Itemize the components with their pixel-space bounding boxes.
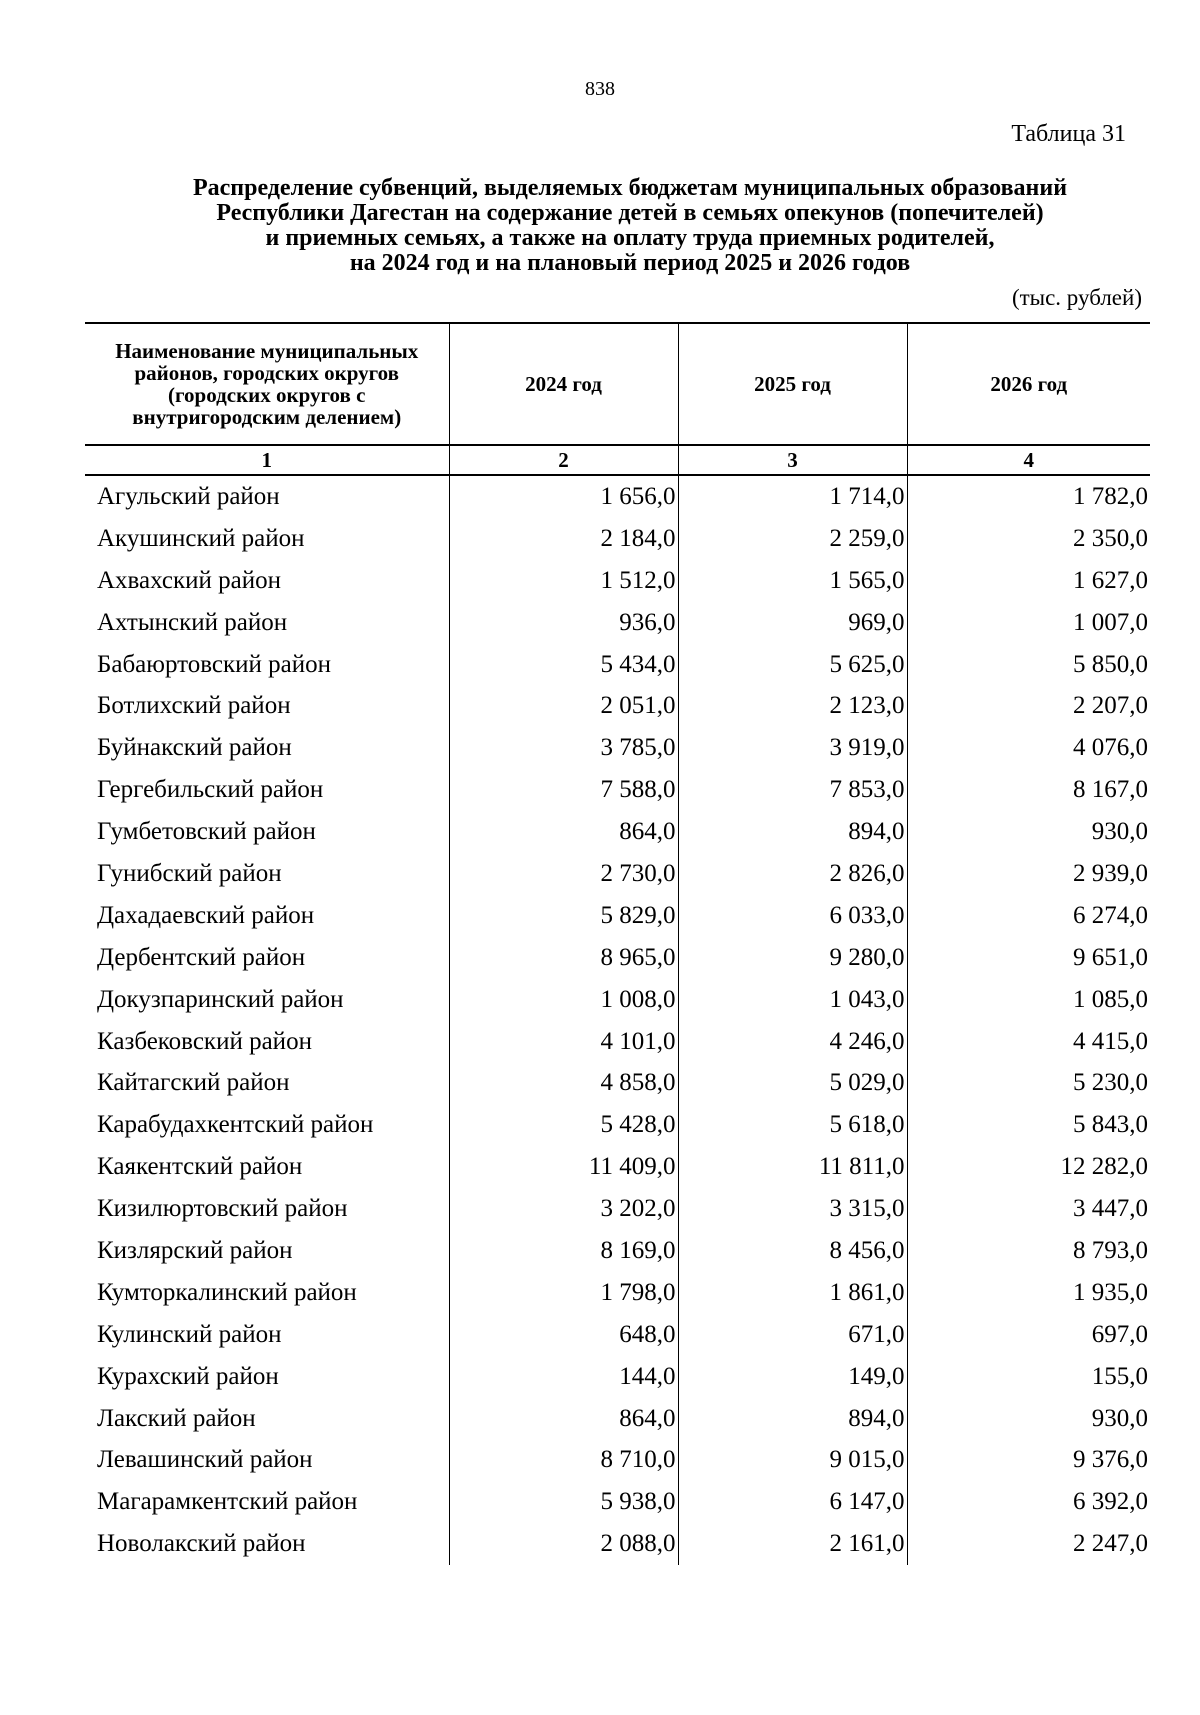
municipality-name-cell: Бабаюртовский район (97, 650, 331, 678)
municipality-name-cell: Кумторкалинский район (97, 1278, 357, 1306)
value-2026-cell: 1 627,0 (907, 560, 1150, 602)
value-2024-cell: 5 829,0 (449, 895, 678, 937)
municipality-name-cell: Казбековский район (97, 1027, 312, 1055)
value-2025-cell: 149,0 (678, 1356, 907, 1398)
value-2026-cell: 697,0 (907, 1314, 1150, 1356)
value-2026-cell: 5 850,0 (907, 644, 1150, 686)
value-2025-cell: 5 625,0 (678, 644, 907, 686)
value-2025-cell: 1 043,0 (678, 979, 907, 1021)
table-row (85, 1356, 1150, 1398)
table-row (85, 685, 1150, 727)
municipality-name-cell: Кизлярский район (97, 1236, 293, 1264)
value-2026-cell: 1 782,0 (907, 475, 1150, 518)
municipality-name-cell: Левашинский район (97, 1446, 313, 1474)
value-2024-cell: 2 730,0 (449, 853, 678, 895)
municipality-name-cell: Кизилюртовский район (97, 1195, 348, 1223)
value-2025-cell: 894,0 (678, 1398, 907, 1440)
table-row (85, 518, 1150, 560)
value-2026-cell: 6 392,0 (907, 1481, 1150, 1523)
municipality-name-cell: Лакский район (97, 1404, 256, 1432)
value-2024-cell: 648,0 (449, 1314, 678, 1356)
value-2025-cell: 1 714,0 (678, 475, 907, 518)
municipality-name-cell: Кайтагский район (97, 1069, 290, 1097)
value-2026-cell: 6 274,0 (907, 895, 1150, 937)
value-2024-cell: 4 101,0 (449, 1021, 678, 1063)
value-2026-cell: 930,0 (907, 1398, 1150, 1440)
table-row (85, 1398, 1150, 1440)
header-row (85, 323, 1150, 445)
value-2024-cell: 8 169,0 (449, 1230, 678, 1272)
municipality-name-cell: Карабудахкентский район (97, 1111, 374, 1139)
table-row (85, 979, 1150, 1021)
municipality-name-cell: Ахвахский район (97, 566, 282, 594)
municipality-name-cell: Ахтынский район (97, 608, 288, 636)
municipality-name-cell: Буйнакский район (97, 734, 292, 762)
column-number: 4 (907, 445, 1150, 475)
value-2025-cell: 1 861,0 (678, 1272, 907, 1314)
municipality-name-cell: Дербентский район (97, 943, 306, 971)
units-label: (тыс. рублей) (1011, 285, 1142, 310)
value-2024-cell: 8 710,0 (449, 1439, 678, 1481)
value-2026-cell: 2 939,0 (907, 853, 1150, 895)
value-2026-cell: 4 076,0 (907, 727, 1150, 769)
value-2025-cell: 2 161,0 (678, 1523, 907, 1565)
value-2026-cell: 1 007,0 (907, 602, 1150, 644)
value-2025-cell: 11 811,0 (678, 1146, 907, 1188)
value-2025-cell: 2 259,0 (678, 518, 907, 560)
table-row (85, 475, 1150, 518)
value-2024-cell: 864,0 (449, 811, 678, 853)
value-2025-cell: 7 853,0 (678, 769, 907, 811)
value-2024-cell: 864,0 (449, 1398, 678, 1440)
value-2025-cell: 5 618,0 (678, 1104, 907, 1146)
municipality-name-cell: Агульский район (97, 482, 280, 510)
value-2024-cell: 1 656,0 (449, 475, 678, 518)
title-line: Республики Дагестан на содержание детей в семьях опекунов (попечителей) (216, 200, 1044, 226)
column-number-row (85, 445, 1150, 475)
value-2025-cell: 2 826,0 (678, 853, 907, 895)
value-2024-cell: 5 434,0 (449, 644, 678, 686)
table-row (85, 1062, 1150, 1104)
value-2026-cell: 2 207,0 (907, 685, 1150, 727)
value-2024-cell: 3 785,0 (449, 727, 678, 769)
value-2025-cell: 3 315,0 (678, 1188, 907, 1230)
municipality-name-cell: Ботлихский район (97, 692, 291, 720)
value-2024-cell: 5 428,0 (449, 1104, 678, 1146)
municipality-name-cell: Дахадаевский район (97, 901, 315, 929)
table-row (85, 727, 1150, 769)
table-row (85, 811, 1150, 853)
value-2025-cell: 6 147,0 (678, 1481, 907, 1523)
value-2024-cell: 7 588,0 (449, 769, 678, 811)
table-row (85, 1146, 1150, 1188)
value-2025-cell: 2 123,0 (678, 685, 907, 727)
value-2026-cell: 8 793,0 (907, 1230, 1150, 1272)
value-2026-cell: 2 350,0 (907, 518, 1150, 560)
municipality-name-cell: Докузпаринский район (97, 985, 344, 1013)
value-2026-cell: 155,0 (907, 1356, 1150, 1398)
table-row (85, 1021, 1150, 1063)
column-number: 2 (449, 445, 678, 475)
column-header-2024: 2024 год (449, 323, 678, 445)
value-2026-cell: 9 651,0 (907, 937, 1150, 979)
value-2024-cell: 2 184,0 (449, 518, 678, 560)
municipality-name-cell: Каякентский район (97, 1153, 303, 1181)
value-2024-cell: 1 798,0 (449, 1272, 678, 1314)
municipality-name-cell: Новолакский район (97, 1530, 306, 1558)
table-row (85, 1230, 1150, 1272)
value-2024-cell: 2 088,0 (449, 1523, 678, 1565)
table-row (85, 853, 1150, 895)
value-2025-cell: 671,0 (678, 1314, 907, 1356)
value-2026-cell: 5 843,0 (907, 1104, 1150, 1146)
value-2026-cell: 12 282,0 (907, 1146, 1150, 1188)
municipality-name-cell: Гумбетовский район (97, 818, 316, 846)
value-2026-cell: 1 935,0 (907, 1272, 1150, 1314)
table-row (85, 1188, 1150, 1230)
value-2024-cell: 3 202,0 (449, 1188, 678, 1230)
value-2025-cell: 6 033,0 (678, 895, 907, 937)
value-2025-cell: 9 015,0 (678, 1439, 907, 1481)
value-2024-cell: 144,0 (449, 1356, 678, 1398)
municipality-name-cell: Кулинский район (97, 1320, 282, 1348)
value-2024-cell: 1 512,0 (449, 560, 678, 602)
table-label: Таблица 31 (1011, 121, 1126, 147)
table-row (85, 1481, 1150, 1523)
value-2026-cell: 8 167,0 (907, 769, 1150, 811)
value-2026-cell: 4 415,0 (907, 1021, 1150, 1063)
value-2025-cell: 9 280,0 (678, 937, 907, 979)
value-2024-cell: 2 051,0 (449, 685, 678, 727)
table-row (85, 1104, 1150, 1146)
column-header-2026: 2026 год (907, 323, 1150, 445)
value-2025-cell: 969,0 (678, 602, 907, 644)
table-row (85, 1272, 1150, 1314)
table-row (85, 560, 1150, 602)
value-2026-cell: 3 447,0 (907, 1188, 1150, 1230)
value-2025-cell: 5 029,0 (678, 1062, 907, 1104)
value-2024-cell: 5 938,0 (449, 1481, 678, 1523)
title-line: на 2024 год и на плановый период 2025 и 2026 годов (349, 250, 911, 276)
value-2024-cell: 8 965,0 (449, 937, 678, 979)
table-row (85, 769, 1150, 811)
table-row (85, 937, 1150, 979)
value-2025-cell: 3 919,0 (678, 727, 907, 769)
value-2024-cell: 11 409,0 (449, 1146, 678, 1188)
value-2025-cell: 894,0 (678, 811, 907, 853)
table-row (85, 1314, 1150, 1356)
table-row (85, 1439, 1150, 1481)
value-2026-cell: 1 085,0 (907, 979, 1150, 1021)
table-body (85, 475, 1150, 1565)
subventions-table (85, 322, 1150, 1565)
column-header-municipality: Наименование муниципальных районов, городских округов (городских округов с внутригородским делением) (85, 323, 449, 445)
column-header-2025: 2025 год (678, 323, 907, 445)
value-2024-cell: 936,0 (449, 602, 678, 644)
municipality-name-cell: Магарамкентский район (97, 1488, 358, 1516)
table-row (85, 895, 1150, 937)
page-number: 838 (585, 78, 615, 100)
municipality-name-cell: Акушинский район (97, 524, 305, 552)
column-number: 1 (85, 445, 449, 475)
title-line: Распределение субвенций, выделяемых бюджетам муниципальных образований (192, 175, 1068, 201)
value-2026-cell: 2 247,0 (907, 1523, 1150, 1565)
value-2024-cell: 4 858,0 (449, 1062, 678, 1104)
municipality-name-cell: Гунибский район (97, 859, 282, 887)
municipality-name-cell: Гергебильский район (97, 776, 324, 804)
document-title (100, 176, 1160, 276)
table-row (85, 602, 1150, 644)
value-2026-cell: 9 376,0 (907, 1439, 1150, 1481)
value-2026-cell: 930,0 (907, 811, 1150, 853)
value-2025-cell: 8 456,0 (678, 1230, 907, 1272)
column-number: 3 (678, 445, 907, 475)
value-2025-cell: 1 565,0 (678, 560, 907, 602)
municipality-name-cell: Курахский район (97, 1362, 279, 1390)
title-line: и приемных семьях, а также на оплату труда приемных родителей, (265, 225, 995, 251)
value-2024-cell: 1 008,0 (449, 979, 678, 1021)
table-row (85, 644, 1150, 686)
value-2025-cell: 4 246,0 (678, 1021, 907, 1063)
table-row (85, 1523, 1150, 1565)
value-2026-cell: 5 230,0 (907, 1062, 1150, 1104)
